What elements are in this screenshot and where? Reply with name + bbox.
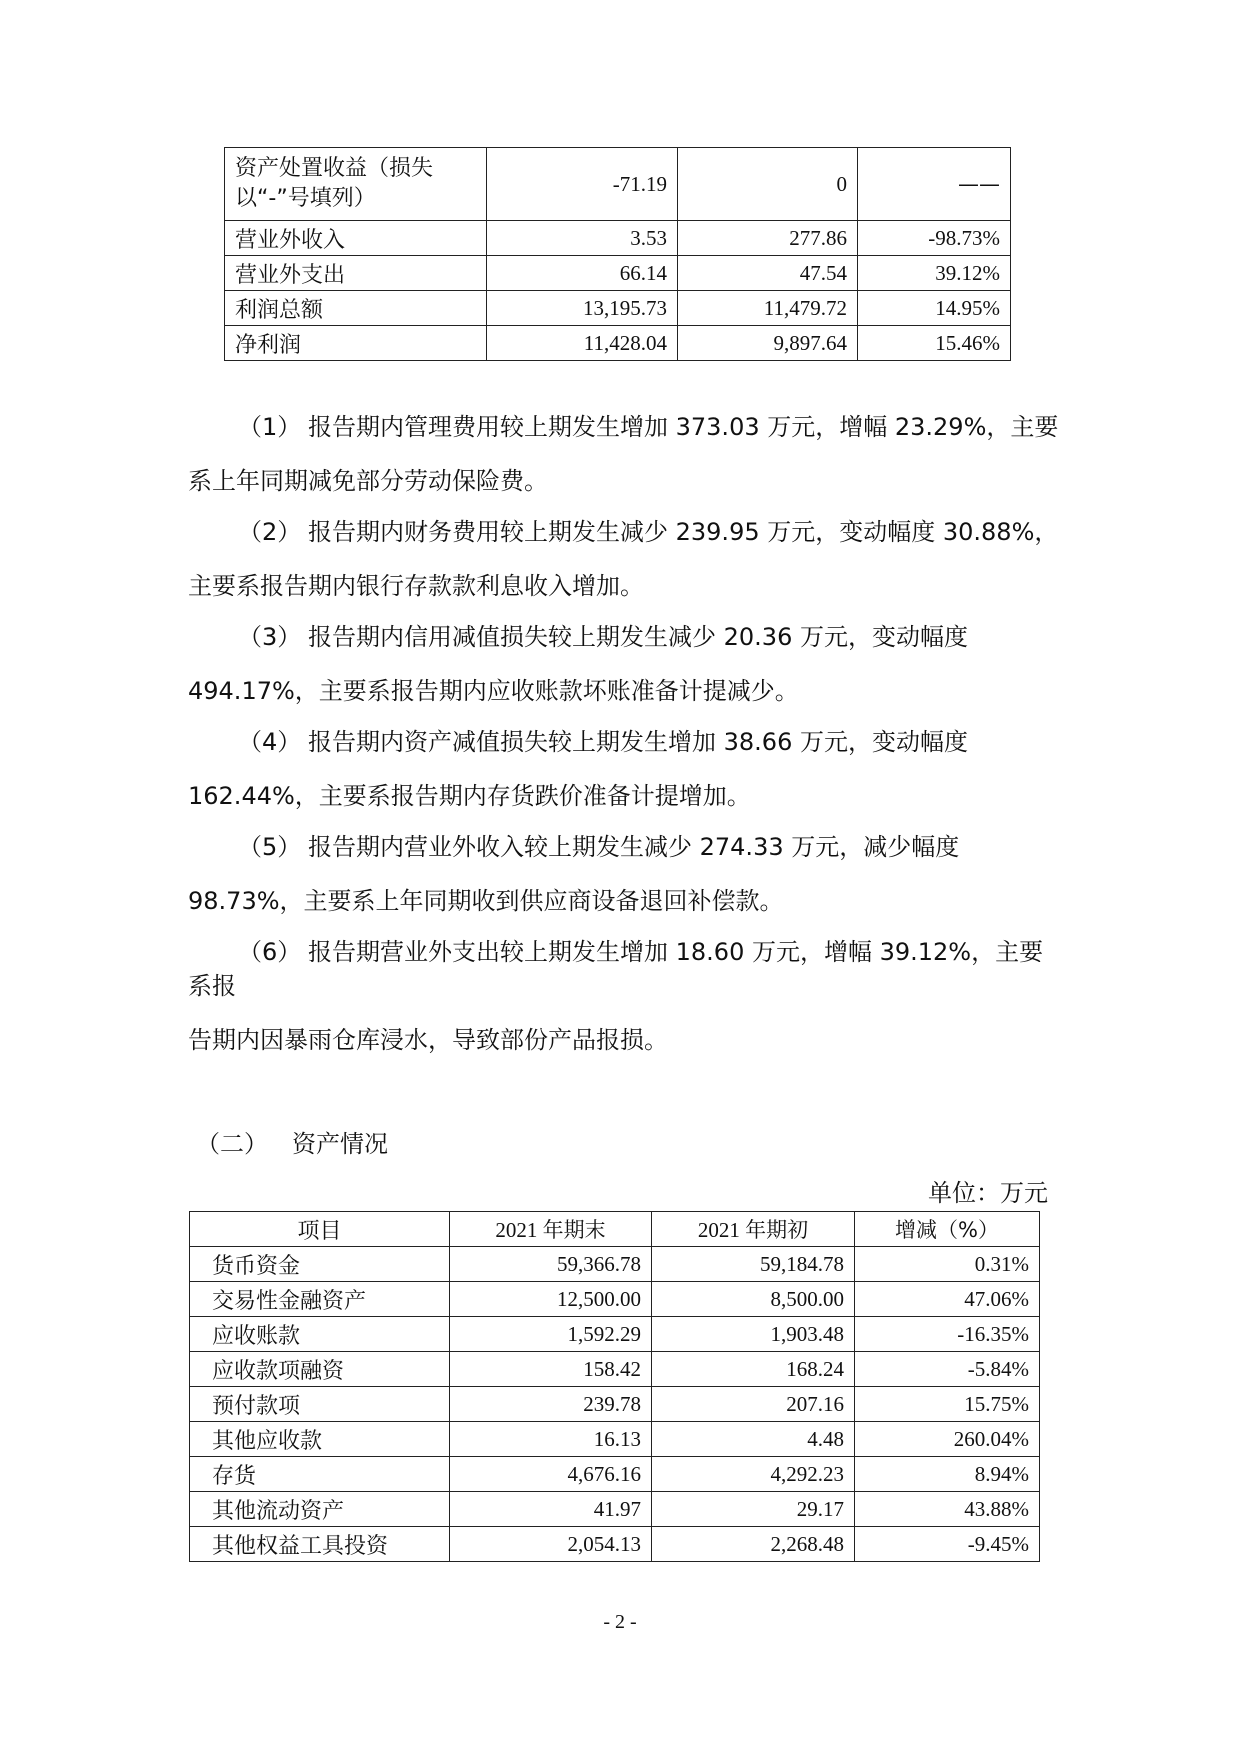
unit-label: 单位：万元 [928,1179,1048,1207]
previous-value: 277.86 [678,221,858,256]
table-row [225,256,1011,291]
column-header: 项目 [190,1212,450,1247]
row-label: 应收账款 [190,1317,450,1352]
note-4 [188,725,1078,813]
table-row [190,1352,1040,1387]
change-value: 15.75% [855,1387,1040,1422]
end-value: 12,500.00 [450,1282,652,1317]
row-label: 营业外收入 [225,221,487,256]
note-2 [188,515,1078,603]
change-value: 43.88% [855,1492,1040,1527]
end-value: 1,592.29 [450,1317,652,1352]
column-header: 2021 年期末 [450,1212,652,1247]
change-value: 260.04% [855,1422,1040,1457]
change-value: -98.73% [858,221,1011,256]
current-value: 3.53 [487,221,678,256]
note-number: （4） [238,728,302,756]
begin-value: 207.16 [652,1387,855,1422]
end-value: 4,676.16 [450,1457,652,1492]
begin-value: 2,268.48 [652,1527,855,1562]
begin-value: 29.17 [652,1492,855,1527]
section-title: 资产情况 [292,1130,388,1158]
note-number: （2） [238,518,302,546]
page-number: - 2 - [603,1611,637,1633]
end-value: 59,366.78 [450,1247,652,1282]
end-value: 2,054.13 [450,1527,652,1562]
note-5 [188,830,1078,918]
note-text: 98.73%，主要系上年同期收到供应商设备退回补偿款。 [188,887,784,915]
change-value: —— [858,148,1011,221]
table-row [190,1317,1040,1352]
table-row [190,1247,1040,1282]
profit-table [224,147,1011,361]
table-row [190,1387,1040,1422]
column-header: 2021 年期初 [652,1212,855,1247]
row-label: 交易性金融资产 [190,1282,450,1317]
end-value: 158.42 [450,1352,652,1387]
change-value: 0.31% [855,1247,1040,1282]
note-text: 告期内因暴雨仓库浸水，导致部份产品报损。 [188,1026,668,1054]
end-value: 239.78 [450,1387,652,1422]
column-header: 增减（%） [855,1212,1040,1247]
row-label: 预付款项 [190,1387,450,1422]
end-value: 41.97 [450,1492,652,1527]
begin-value: 4,292.23 [652,1457,855,1492]
note-number: （6） [238,938,302,966]
begin-value: 59,184.78 [652,1247,855,1282]
begin-value: 8,500.00 [652,1282,855,1317]
row-label: 应收款项融资 [190,1352,450,1387]
table-row [190,1282,1040,1317]
change-value: -5.84% [855,1352,1040,1387]
table-row [225,221,1011,256]
note-text: 报告期内营业外收入较上期发生减少 274.33 万元，减少幅度 [308,833,960,861]
note-text: 162.44%，主要系报告期内存货跌价准备计提增加。 [188,782,751,810]
note-text: 494.17%，主要系报告期内应收账款坏账准备计提减少。 [188,677,799,705]
table-row [225,291,1011,326]
change-value: 14.95% [858,291,1011,326]
note-text: 报告期内信用减值损失较上期发生减少 20.36 万元，变动幅度 [308,623,968,651]
section-number: （二） [196,1130,268,1158]
current-value: 11,428.04 [487,326,678,361]
row-label: 营业外支出 [225,256,487,291]
begin-value: 1,903.48 [652,1317,855,1352]
note-text: 系报 [188,972,236,1000]
row-label: 其他流动资产 [190,1492,450,1527]
end-value: 16.13 [450,1422,652,1457]
note-text: 系上年同期减免部分劳动保险费。 [188,467,548,495]
note-text: 报告期营业外支出较上期发生增加 18.60 万元，增幅 39.12%，主要 [308,938,1044,966]
table-row [190,1422,1040,1457]
table-row [190,1527,1040,1562]
table-row [190,1457,1040,1492]
note-6 [188,935,1078,1057]
note-number: （3） [238,623,302,651]
row-label: 存货 [190,1457,450,1492]
section-heading [196,1124,388,1159]
row-label: 其他权益工具投资 [190,1527,450,1562]
note-text: 报告期内管理费用较上期发生增加 373.03 万元，增幅 23.29%，主要 [308,413,1059,441]
change-value: 15.46% [858,326,1011,361]
previous-value: 11,479.72 [678,291,858,326]
table-row [225,326,1011,361]
change-value: -16.35% [855,1317,1040,1352]
previous-value: 0 [678,148,858,221]
row-label: 净利润 [225,326,487,361]
note-text: 报告期内财务费用较上期发生减少 239.95 万元，变动幅度 30.88%， [308,518,1059,546]
previous-value: 47.54 [678,256,858,291]
assets-table [189,1211,1040,1562]
row-label: 其他应收款 [190,1422,450,1457]
row-label: 利润总额 [225,291,487,326]
table-header-row [190,1212,1040,1247]
note-number: （5） [238,833,302,861]
current-value: -71.19 [487,148,678,221]
change-value: -9.45% [855,1527,1040,1562]
note-text: 报告期内资产减值损失较上期发生增加 38.66 万元，变动幅度 [308,728,968,756]
note-number: （1） [238,413,302,441]
begin-value: 4.48 [652,1422,855,1457]
current-value: 66.14 [487,256,678,291]
row-label: 资产处置收益（损失以“-”号填列） [225,148,487,221]
begin-value: 168.24 [652,1352,855,1387]
row-label: 货币资金 [190,1247,450,1282]
note-text: 主要系报告期内银行存款款利息收入增加。 [188,572,644,600]
change-value: 8.94% [855,1457,1040,1492]
table-row [225,148,1011,221]
current-value: 13,195.73 [487,291,678,326]
change-value: 39.12% [858,256,1011,291]
table-row [190,1492,1040,1527]
previous-value: 9,897.64 [678,326,858,361]
note-1 [188,410,1078,498]
change-value: 47.06% [855,1282,1040,1317]
note-3 [188,620,1078,708]
